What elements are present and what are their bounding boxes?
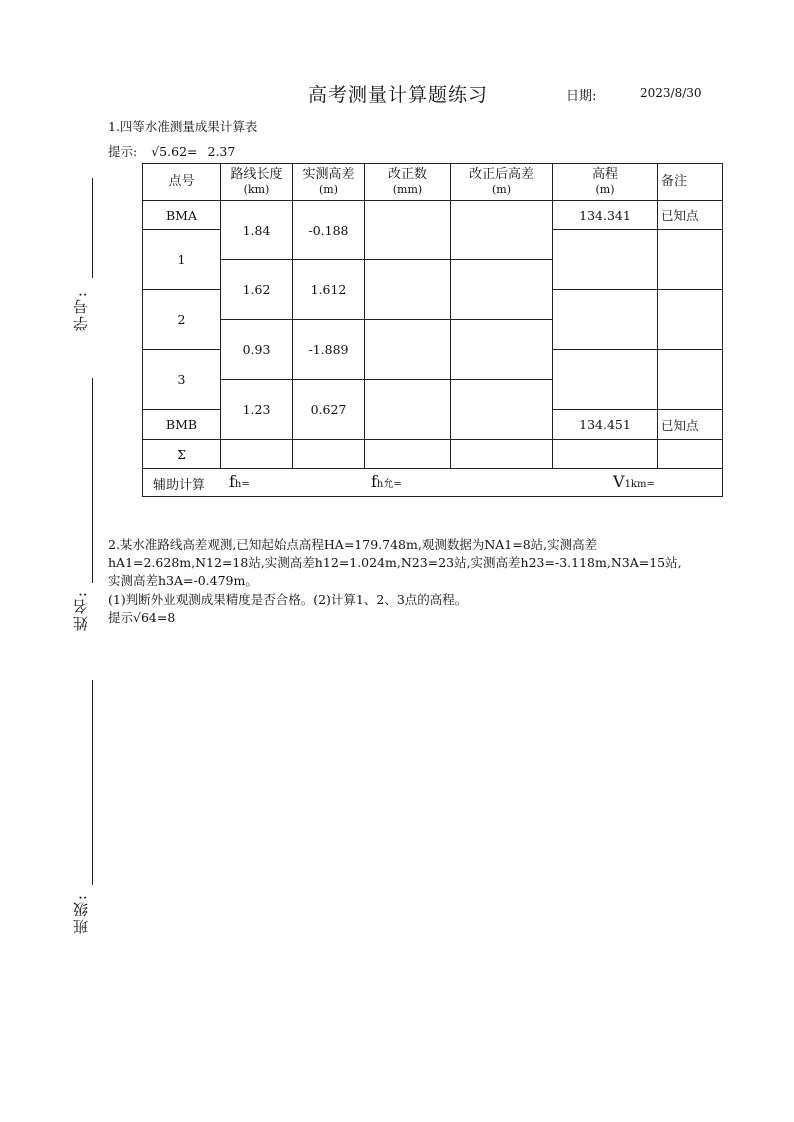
fh-allow-label: fh允=: [371, 472, 402, 491]
corrected-cell: [451, 320, 553, 380]
aux-calc-cell: [143, 469, 723, 497]
correction-cell: [365, 320, 451, 380]
table-header-row: [143, 164, 723, 201]
sum-elevation: [553, 440, 658, 469]
sum-corrected: [451, 440, 553, 469]
diff-cell: 1.612: [293, 260, 365, 320]
corrected-cell: [451, 201, 553, 260]
length-cell: 1.62: [221, 260, 293, 320]
remark-cell: [658, 230, 723, 290]
class-line: [92, 680, 93, 885]
v-per-km-label: V1km=: [613, 472, 655, 491]
sum-label: Σ: [143, 440, 221, 469]
elevation-cell: [553, 230, 658, 290]
remark-cell: 已知点: [658, 201, 723, 230]
section2-line4: (1)判断外业观测成果精度是否合格。(2)计算1、2、3点的高程。: [108, 592, 468, 607]
fh-label: fh=: [229, 472, 250, 491]
table-row: [143, 201, 723, 230]
length-cell: 1.23: [221, 380, 293, 440]
section1-hint: [108, 142, 235, 160]
name-label: 姓名:: [72, 590, 90, 632]
correction-cell: [365, 260, 451, 320]
sum-length: [221, 440, 293, 469]
section2-line3: 实测高差h3A=-0.479m。: [108, 573, 258, 588]
date-value: 2023/8/30: [640, 86, 702, 100]
hint-value: 2.37: [207, 144, 236, 159]
diff-cell: 0.627: [293, 380, 365, 440]
student-id-label: 学号:: [72, 290, 90, 332]
header-correction: 改正数 (mm): [365, 164, 451, 201]
header-length: 路线长度 (km): [221, 164, 293, 201]
class-label: 班级:: [72, 893, 90, 935]
corrected-cell: [451, 380, 553, 440]
sum-row: [143, 440, 723, 469]
hint-label: 提示:: [108, 144, 138, 159]
diff-cell: -0.188: [293, 201, 365, 260]
point-cell: 3: [143, 350, 221, 410]
header-elevation: 高程 (m): [553, 164, 658, 201]
section2-line1: 2.某水准路线高差观测,已知起始点高程HA=179.748m,观测数据为NA1=8站,实测高差: [108, 537, 598, 552]
leveling-table: [142, 163, 723, 497]
elevation-cell: [553, 350, 658, 410]
header-point: 点号: [143, 164, 221, 201]
elevation-cell: 134.451: [553, 410, 658, 440]
point-cell: 2: [143, 290, 221, 350]
point-cell: BMA: [143, 201, 221, 230]
sum-remark: [658, 440, 723, 469]
header-remark: 备注: [658, 164, 723, 201]
corrected-cell: [451, 260, 553, 320]
diff-cell: -1.889: [293, 320, 365, 380]
elevation-cell: [553, 290, 658, 350]
correction-cell: [365, 380, 451, 440]
point-cell: 1: [143, 230, 221, 290]
sum-diff: [293, 440, 365, 469]
section2-line5: 提示√64=8: [108, 610, 176, 625]
section1-heading: 1.四等水准测量成果计算表: [108, 119, 258, 134]
hint-expression: √5.62=: [151, 144, 198, 159]
header-corrected: 改正后高差 (m): [451, 164, 553, 201]
elevation-cell: 134.341: [553, 201, 658, 230]
remark-cell: [658, 350, 723, 410]
length-cell: 0.93: [221, 320, 293, 380]
date-label: 日期:: [566, 89, 597, 104]
header-diff: 实测高差 (m): [293, 164, 365, 201]
page-title: 高考测量计算题练习: [308, 84, 489, 106]
remark-cell: 已知点: [658, 410, 723, 440]
student-id-line: [92, 178, 93, 278]
correction-cell: [365, 201, 451, 260]
remark-cell: [658, 290, 723, 350]
aux-row: [143, 469, 723, 497]
length-cell: 1.84: [221, 201, 293, 260]
sum-correction: [365, 440, 451, 469]
aux-label: 辅助计算: [153, 478, 206, 493]
section2-line2: hA1=2.628m,N12=18站,实测高差h12=1.024m,N23=23站,实测高差h23=-3.118m,N3A=15站,: [108, 555, 682, 570]
point-cell: BMB: [143, 410, 221, 440]
name-line: [92, 378, 93, 583]
